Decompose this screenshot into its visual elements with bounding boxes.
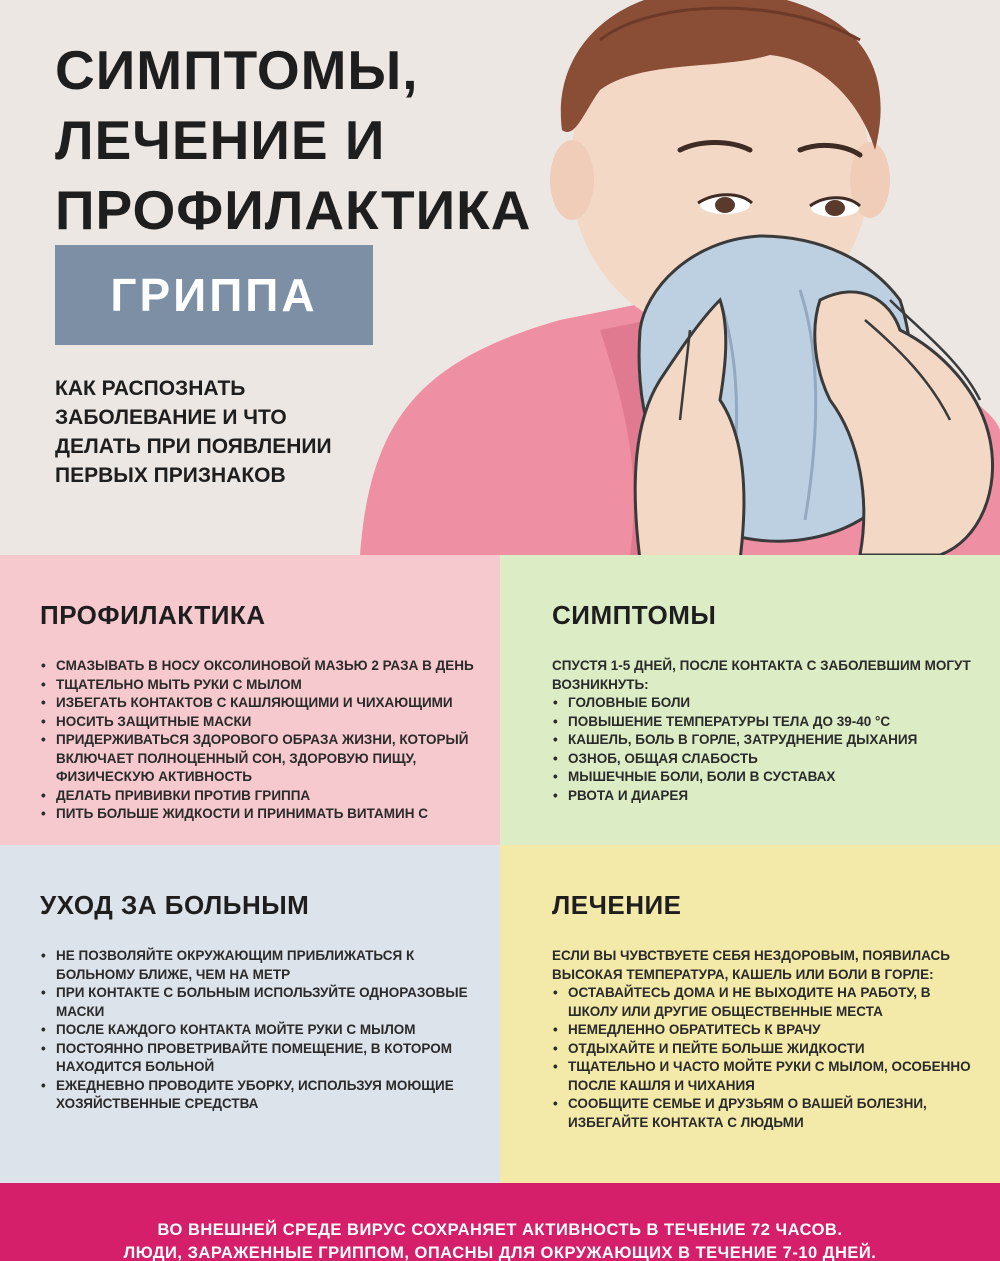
treatment-heading: ЛЕЧЕНИЕ xyxy=(552,890,682,920)
flu-badge-label: ГРИППА xyxy=(110,269,318,321)
list-item: • ПРИ КОНТАКТЕ С БОЛЬНЫМ ИСПОЛЬЗУЙТЕ ОДНОРАЗОВЫЕ МАСКИ xyxy=(40,984,482,1021)
flu-badge xyxy=(55,245,373,345)
list-item: • НОСИТЬ ЗАЩИТНЫЕ МАСКИ xyxy=(40,713,482,732)
subtitle-line-3: ДЕЛАТЬ ПРИ ПОЯВЛЕНИИ xyxy=(55,435,332,458)
list-item: • ОЗНОБ, ОБЩАЯ СЛАБОСТЬ xyxy=(552,750,982,769)
list-item: • ПРИДЕРЖИВАТЬСЯ ЗДОРОВОГО ОБРАЗА ЖИЗНИ, КОТОРЫЙ ВКЛЮЧАЕТ ПОЛНОЦЕННЫЙ СОН, ЗДОРОВУЮ ПИЩУ, ФИЗИЧЕСКУЮ АКТИВНОСТЬ xyxy=(40,731,482,787)
treatment-panel xyxy=(500,845,1000,1183)
symptoms-heading: СИМПТОМЫ xyxy=(552,600,717,630)
symptoms-intro: СПУСТЯ 1-5 ДНЕЙ, ПОСЛЕ КОНТАКТА С ЗАБОЛЕВШИМ МОГУТ ВОЗНИКНУТЬ: xyxy=(552,658,971,692)
list-item: • ЕЖЕДНЕВНО ПРОВОДИТЕ УБОРКУ, ИСПОЛЬЗУЯ МОЮЩИЕ ХОЗЯЙСТВЕННЫЕ СРЕДСТВА xyxy=(40,1077,482,1114)
list-item: • КАШЕЛЬ, БОЛЬ В ГОРЛЕ, ЗАТРУДНЕНИЕ ДЫХАНИЯ xyxy=(552,731,982,750)
symptoms-panel xyxy=(500,555,1000,845)
symptoms-list xyxy=(552,694,982,805)
title-line-3: ПРОФИЛАКТИКА xyxy=(55,179,532,241)
list-item: • ТЩАТЕЛЬНО МЫТЬ РУКИ С МЫЛОМ xyxy=(40,676,482,695)
hero-section xyxy=(0,0,1000,555)
list-item: • ДЕЛАТЬ ПРИВИВКИ ПРОТИВ ГРИППА xyxy=(40,787,482,806)
footer-banner xyxy=(0,1183,1000,1261)
treatment-intro: ЕСЛИ ВЫ ЧУВСТВУЕТЕ СЕБЯ НЕЗДОРОВЫМ, ПОЯВИЛАСЬ ВЫСОКАЯ ТЕМПЕРАТУРА, КАШЕЛЬ ИЛИ БОЛИ В ГОРЛЕ: xyxy=(552,948,950,982)
list-item: • РВОТА И ДИАРЕЯ xyxy=(552,787,982,806)
list-item: • СМАЗЫВАТЬ В НОСУ ОКСОЛИНОВОЙ МАЗЬЮ 2 РАЗА В ДЕНЬ xyxy=(40,657,482,676)
prophylaxis-list xyxy=(40,657,482,824)
list-item: • ПОСТОЯННО ПРОВЕТРИВАЙТЕ ПОМЕЩЕНИЕ, В КОТОРОМ НАХОДИТСЯ БОЛЬНОЙ xyxy=(40,1040,482,1077)
subtitle-line-1: КАК РАСПОЗНАТЬ xyxy=(55,377,246,400)
patient-care-list xyxy=(40,947,482,1114)
list-item: • ОСТАВАЙТЕСЬ ДОМА И НЕ ВЫХОДИТЕ НА РАБОТУ, В ШКОЛУ ИЛИ ДРУГИЕ ОБЩЕСТВЕННЫЕ МЕСТА xyxy=(552,984,982,1021)
prophylaxis-heading: ПРОФИЛАКТИКА xyxy=(40,600,266,630)
footer-line-1: ВО ВНЕШНЕЙ СРЕДЕ ВИРУС СОХРАНЯЕТ АКТИВНОСТЬ В ТЕЧЕНИЕ 72 ЧАСОВ. xyxy=(157,1221,843,1239)
list-item: • ИЗБЕГАТЬ КОНТАКТОВ С КАШЛЯЮЩИМИ И ЧИХАЮЩИМИ xyxy=(40,694,482,713)
list-item: • НЕМЕДЛЕННО ОБРАТИТЕСЬ К ВРАЧУ xyxy=(552,1021,982,1040)
subtitle xyxy=(55,374,395,490)
list-item: • МЫШЕЧНЫЕ БОЛИ, БОЛИ В СУСТАВАХ xyxy=(552,768,982,787)
list-item: • ОТДЫХАЙТЕ И ПЕЙТЕ БОЛЬШЕ ЖИДКОСТИ xyxy=(552,1040,982,1059)
title-line-2: ЛЕЧЕНИЕ И xyxy=(55,109,386,171)
list-item: • ПОВЫШЕНИЕ ТЕМПЕРАТУРЫ ТЕЛА ДО 39-40 °С xyxy=(552,713,982,732)
subtitle-line-2: ЗАБОЛЕВАНИЕ И ЧТО xyxy=(55,406,287,429)
list-item: • ПИТЬ БОЛЬШЕ ЖИДКОСТИ И ПРИНИМАТЬ ВИТАМИН С xyxy=(40,805,482,824)
list-item: • ГОЛОВНЫЕ БОЛИ xyxy=(552,694,982,713)
page-title xyxy=(55,35,575,245)
patient-care-panel xyxy=(0,845,500,1183)
list-item: • ПОСЛЕ КАЖДОГО КОНТАКТА МОЙТЕ РУКИ С МЫЛОМ xyxy=(40,1021,482,1040)
prophylaxis-panel xyxy=(0,555,500,845)
treatment-list xyxy=(552,984,982,1132)
subtitle-line-4: ПЕРВЫХ ПРИЗНАКОВ xyxy=(55,464,286,487)
list-item: • НЕ ПОЗВОЛЯЙТЕ ОКРУЖАЮЩИМ ПРИБЛИЖАТЬСЯ К БОЛЬНОМУ БЛИЖЕ, ЧЕМ НА МЕТР xyxy=(40,947,482,984)
list-item: • ТЩАТЕЛЬНО И ЧАСТО МОЙТЕ РУКИ С МЫЛОМ, ОСОБЕННО ПОСЛЕ КАШЛЯ И ЧИХАНИЯ xyxy=(552,1058,982,1095)
footer-line-2: ЛЮДИ, ЗАРАЖЕННЫЕ ГРИППОМ, ОПАСНЫ ДЛЯ ОКРУЖАЮЩИХ В ТЕЧЕНИЕ 7-10 ДНЕЙ. xyxy=(123,1244,877,1261)
title-line-1: СИМПТОМЫ, xyxy=(55,39,419,101)
list-item: • СООБЩИТЕ СЕМЬЕ И ДРУЗЬЯМ О ВАШЕЙ БОЛЕЗНИ, ИЗБЕГАЙТЕ КОНТАКТА С ЛЮДЬМИ xyxy=(552,1095,982,1132)
patient-care-heading: УХОД ЗА БОЛЬНЫМ xyxy=(40,890,310,920)
